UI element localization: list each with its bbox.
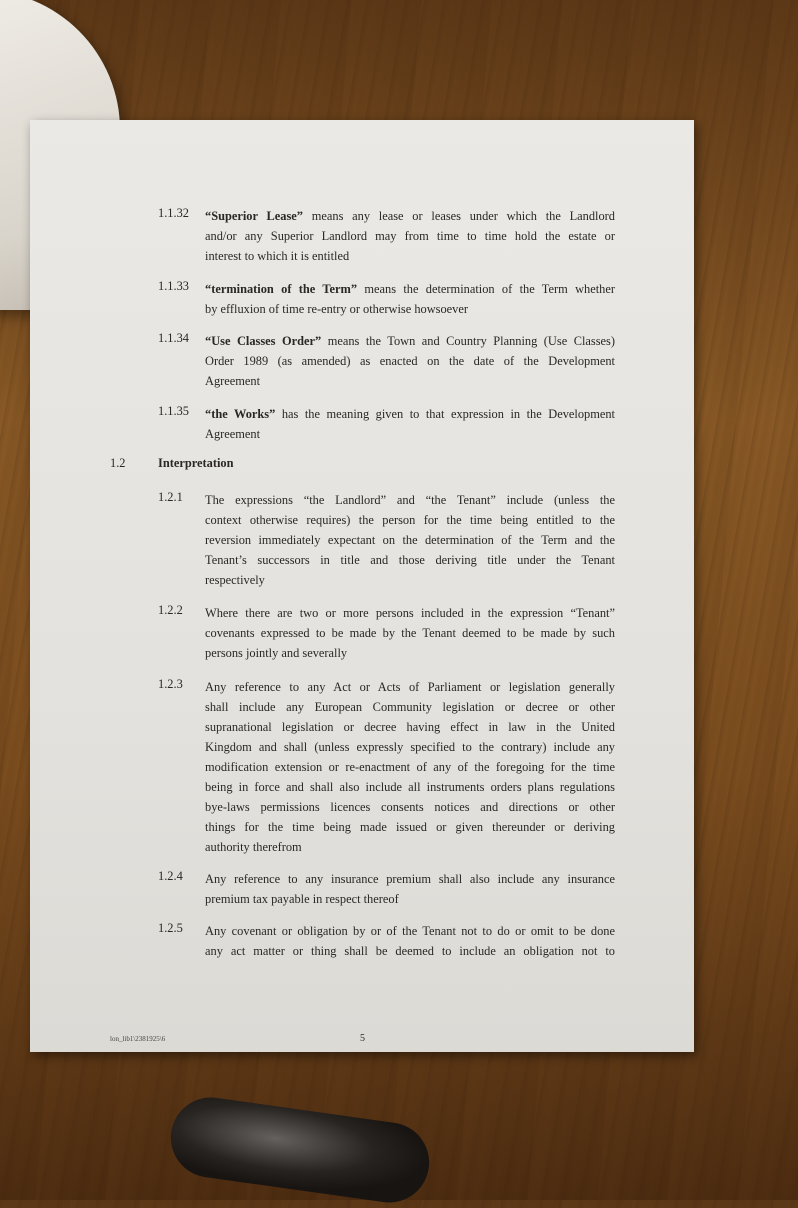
text-line: Order 1989 (as amended) as enacted on the date of the Development [205,354,615,368]
section-title: Interpretation [158,456,234,470]
clause-number: 1.1.35 [158,404,189,418]
defined-term: “Use Classes Order” [205,334,322,348]
text-line: any act matter or thing shall be deemed to include an obligation not to [205,944,615,958]
text-line: Tenant’s successors in title and those deriving title under the Tenant [205,553,615,567]
text-line: Agreement [205,374,261,388]
clause-text [205,331,615,391]
defined-term: “the Works” [205,407,276,421]
text-line: context otherwise requires) the person for the time being entitled to the [205,513,615,527]
text-line: Kingdom and shall (unless expressly specified to the contrary) include any [205,740,615,754]
text-line: premium tax payable in respect thereof [205,892,399,906]
clause-text [205,677,615,857]
clause-number: 1.2.5 [158,921,183,935]
text-line: means any lease or leases under which the Landlord [303,209,615,223]
clause-text [205,921,615,961]
text-line: authority therefrom [205,840,302,854]
text-line: reversion immediately expectant on the determination of the Term and the [205,533,615,547]
text-line: means the Town and Country Planning (Use Classes) [321,334,615,348]
page-number: 5 [360,1033,365,1044]
text-line: modification extension or re-enactment of any of the foregoing for the time [205,760,615,774]
clause-number: 1.2.1 [158,490,183,504]
text-line: Any covenant or obligation by or of the Tenant not to do or omit to be done [205,924,615,938]
clause-number: 1.1.33 [158,279,189,293]
section-number: 1.2 [110,456,126,470]
defined-term: “Superior Lease” [205,209,304,223]
clause-text [205,869,615,909]
text-line: Any reference to any insurance premium shall also include any insurance [205,872,615,886]
text-line: persons jointly and severally [205,646,348,660]
clause-text [205,279,615,319]
text-line: covenants expressed to be made by the Tenant deemed to be made by such [205,626,615,640]
text-line: being in force and shall also include all instruments orders plans regulations [205,780,615,794]
clause-number: 1.2.4 [158,869,183,883]
text-line: interest to which it is entitled [205,249,350,263]
document-reference: lon_lib1\2381925\6 [110,1035,166,1043]
defined-term: “termination of the Term” [205,282,358,296]
text-line: supranational legislation or decree having effect in law in the United [205,720,615,734]
clause-text [205,603,615,663]
pen-object [166,1092,435,1207]
text-line: things for the time being made issued or given thereunder or deriving [205,820,615,834]
text-line: by effluxion of time re-entry or otherwise howsoever [205,302,468,316]
clause-number: 1.2.3 [158,677,183,691]
text-line: respectively [205,573,265,587]
clause-number: 1.2.2 [158,603,183,617]
clause-number: 1.1.34 [158,331,189,345]
document-page [30,120,694,1052]
text-line: Where there are two or more persons included in the expression “Tenant” [205,606,615,620]
clause-text [205,206,615,266]
text-line: shall include any European Community legislation or decree or other [205,700,615,714]
text-line: and/or any Superior Landlord may from time to time hold the estate or [205,229,615,243]
clause-text [205,404,615,444]
text-line: Agreement [205,427,261,441]
clause-number: 1.1.32 [158,206,189,220]
clause-text [205,490,615,590]
text-line: bye-laws permissions licences consents notices and directions or other [205,800,615,814]
text-line: The expressions “the Landlord” and “the Tenant” include (unless the [205,493,615,507]
text-line: has the meaning given to that expression in the Development [275,407,615,421]
text-line: Any reference to any Act or Acts of Parliament or legislation generally [205,680,615,694]
text-line: means the determination of the Term whether [357,282,615,296]
